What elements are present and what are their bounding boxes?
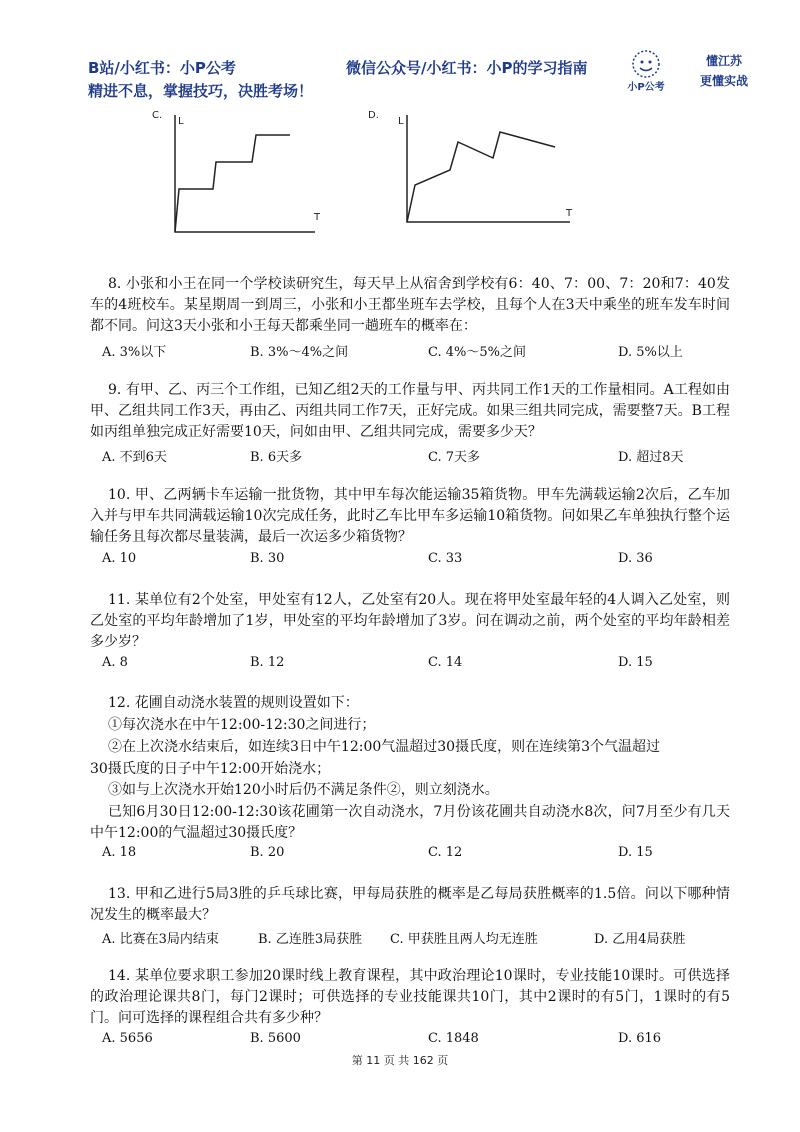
option-b: B. 30 bbox=[250, 551, 285, 566]
option-a: A. 10 bbox=[102, 551, 137, 566]
question-12-rule-1: ①每次浇水在中午12:00-12:30之间进行； bbox=[108, 717, 376, 733]
graph-c-y-label: L bbox=[178, 116, 184, 127]
logo-text: 小P公考 bbox=[627, 82, 665, 93]
option-b: B. 6天多 bbox=[250, 450, 303, 465]
question-8-options bbox=[102, 341, 752, 361]
graph-c bbox=[150, 110, 320, 245]
question-8: 8. 小张和小王在同一个学校读研究生，每天早上从宿舍到学校有6：40、7：00、7：20和7：40发车的4班校车。某星期周一到周三，小张和小王都坐班车去学校，且每个人在3天中乘坐的班车发车时间都不同。问这3天小张和小王每天都乘坐同一趟班车的概率在： bbox=[90, 276, 730, 334]
option-b: B. 20 bbox=[250, 845, 285, 860]
option-a: A. 不到6天 bbox=[102, 450, 167, 465]
page-footer: 第 11 页 共 162 页 bbox=[351, 1054, 449, 1067]
graph-d-label: D. bbox=[368, 110, 379, 121]
option-d: D. 5%以上 bbox=[618, 345, 683, 360]
option-c: C. 12 bbox=[428, 845, 463, 860]
graph-d bbox=[380, 110, 580, 240]
option-c: C. 7天多 bbox=[428, 450, 481, 465]
option-d: D. 乙用4局获胜 bbox=[594, 932, 686, 947]
question-12-rule-2-cont: 30摄氏度的日子中午12:00开始浇水； bbox=[90, 761, 331, 777]
option-a: A. 比赛在3局内结束 bbox=[102, 932, 219, 947]
question-12-intro: 12. 花圃自动浇水装置的规则设置如下： bbox=[108, 695, 359, 711]
graph-c-label: C. bbox=[152, 110, 163, 121]
graph-d-axes bbox=[407, 115, 570, 222]
option-d: D. 超过8天 bbox=[618, 450, 684, 465]
question-12: 已知6月30日12:00-12:30该花圃第一次自动浇水，7月份该花圃共自动浇水8次，问7月至少有几天中午12:00的气温超过30摄氏度？ bbox=[90, 804, 730, 841]
question-11-options bbox=[102, 655, 752, 675]
question-9-options bbox=[102, 446, 752, 466]
slogan-line1: 懂江苏 bbox=[705, 54, 742, 68]
question-13: 13. 甲和乙进行5局3胜的乒乓球比赛，甲每局获胜的概率是乙每局获胜概率的1.5倍。问以下哪种情况发生的概率最大？ bbox=[90, 886, 730, 923]
question-11: 11. 某单位有2个处室，甲处室有12人，乙处室有20人。现在将甲处室最年轻的4人调入乙处室，则乙处室的平均年龄增加了1岁，甲处室的平均年龄增加了3岁。问在调动之前，两个处室的平均年龄相差多少岁？ bbox=[90, 592, 730, 650]
option-b: B. 3%～4%之间 bbox=[250, 345, 349, 360]
graph-d-x-label: T bbox=[566, 208, 573, 219]
question-12-rule-2: ②在上次浇水结束后，如连续3日中午12:00气温超过30摄氏度，则在连续第3个气温超过 bbox=[108, 739, 660, 755]
graph-c-axes bbox=[175, 115, 315, 232]
option-b: B. 5600 bbox=[250, 1031, 301, 1046]
question-12-rule-3: ③如与上次浇水开始120小时后仍不满足条件②，则立刻浇水。 bbox=[108, 782, 499, 798]
option-b: B. 12 bbox=[250, 655, 285, 670]
question-12-options bbox=[102, 845, 752, 865]
option-c: C. 甲获胜且两人均无连胜 bbox=[390, 932, 538, 947]
question-10: 10. 甲、乙两辆卡车运输一批货物，其中甲车每次能运输35箱货物。甲车先满载运输2次后，乙车加入并与甲车共同满载运输10次完成任务，此时乙车比甲车多运输10箱货物。问如果乙车单独执行整个运输任务且每次都尽量装满，最后一次运多少箱货物？ bbox=[90, 487, 730, 545]
header-slogan: 精进不息，掌握技巧，决胜考场！ bbox=[88, 82, 314, 100]
question-14-options bbox=[102, 1031, 752, 1051]
option-c: C. 33 bbox=[428, 551, 463, 566]
graph-d-line bbox=[407, 132, 555, 222]
option-d: D. 15 bbox=[618, 845, 653, 860]
option-c: C. 1848 bbox=[428, 1031, 479, 1046]
option-a: A. 5656 bbox=[102, 1031, 153, 1046]
header-wechat: 微信公众号/小红书：小P的学习指南 bbox=[346, 59, 588, 77]
question-13-options bbox=[102, 928, 752, 948]
question-10-options bbox=[102, 551, 752, 571]
option-d: D. 616 bbox=[618, 1031, 662, 1046]
graph-d-y-label: L bbox=[398, 116, 404, 127]
question-9: 9. 有甲、乙、丙三个工作组，已知乙组2天的工作量与甲、丙共同工作1天的工作量相同。A工程如由甲、乙组共同工作3天，再由乙、丙组共同工作7天，正好完成。如果三组共同完成，需要整7天。B工程如丙组单独完成正好需要10天，问如由甲、乙组共同完成，需要多少天？ bbox=[90, 382, 730, 440]
logo-icon bbox=[618, 48, 674, 94]
option-d: D. 15 bbox=[618, 655, 653, 670]
option-d: D. 36 bbox=[618, 551, 653, 566]
question-14: 14. 某单位要求职工参加20课时线上教育课程，其中政治理论10课时，专业技能10课时。可供选择的政治理论课共8门，每门2课时；可供选择的专业技能课共10门，其中2课时的有5门，1课时的有5门。问可选择的课程组合共有多少种？ bbox=[90, 968, 730, 1026]
option-c: C. 14 bbox=[428, 655, 463, 670]
option-b: B. 乙连胜3局获胜 bbox=[258, 932, 363, 947]
option-a: A. 8 bbox=[102, 655, 128, 670]
header-bilibili: B站/小红书：小P公考 bbox=[88, 59, 236, 77]
graph-c-line bbox=[175, 135, 290, 232]
graph-c-x-label: T bbox=[314, 212, 320, 223]
option-c: C. 4%～5%之间 bbox=[428, 345, 526, 360]
option-a: A. 3%以下 bbox=[102, 345, 167, 360]
option-a: A. 18 bbox=[102, 845, 137, 860]
slogan-line2: 更懂实战 bbox=[699, 74, 748, 88]
